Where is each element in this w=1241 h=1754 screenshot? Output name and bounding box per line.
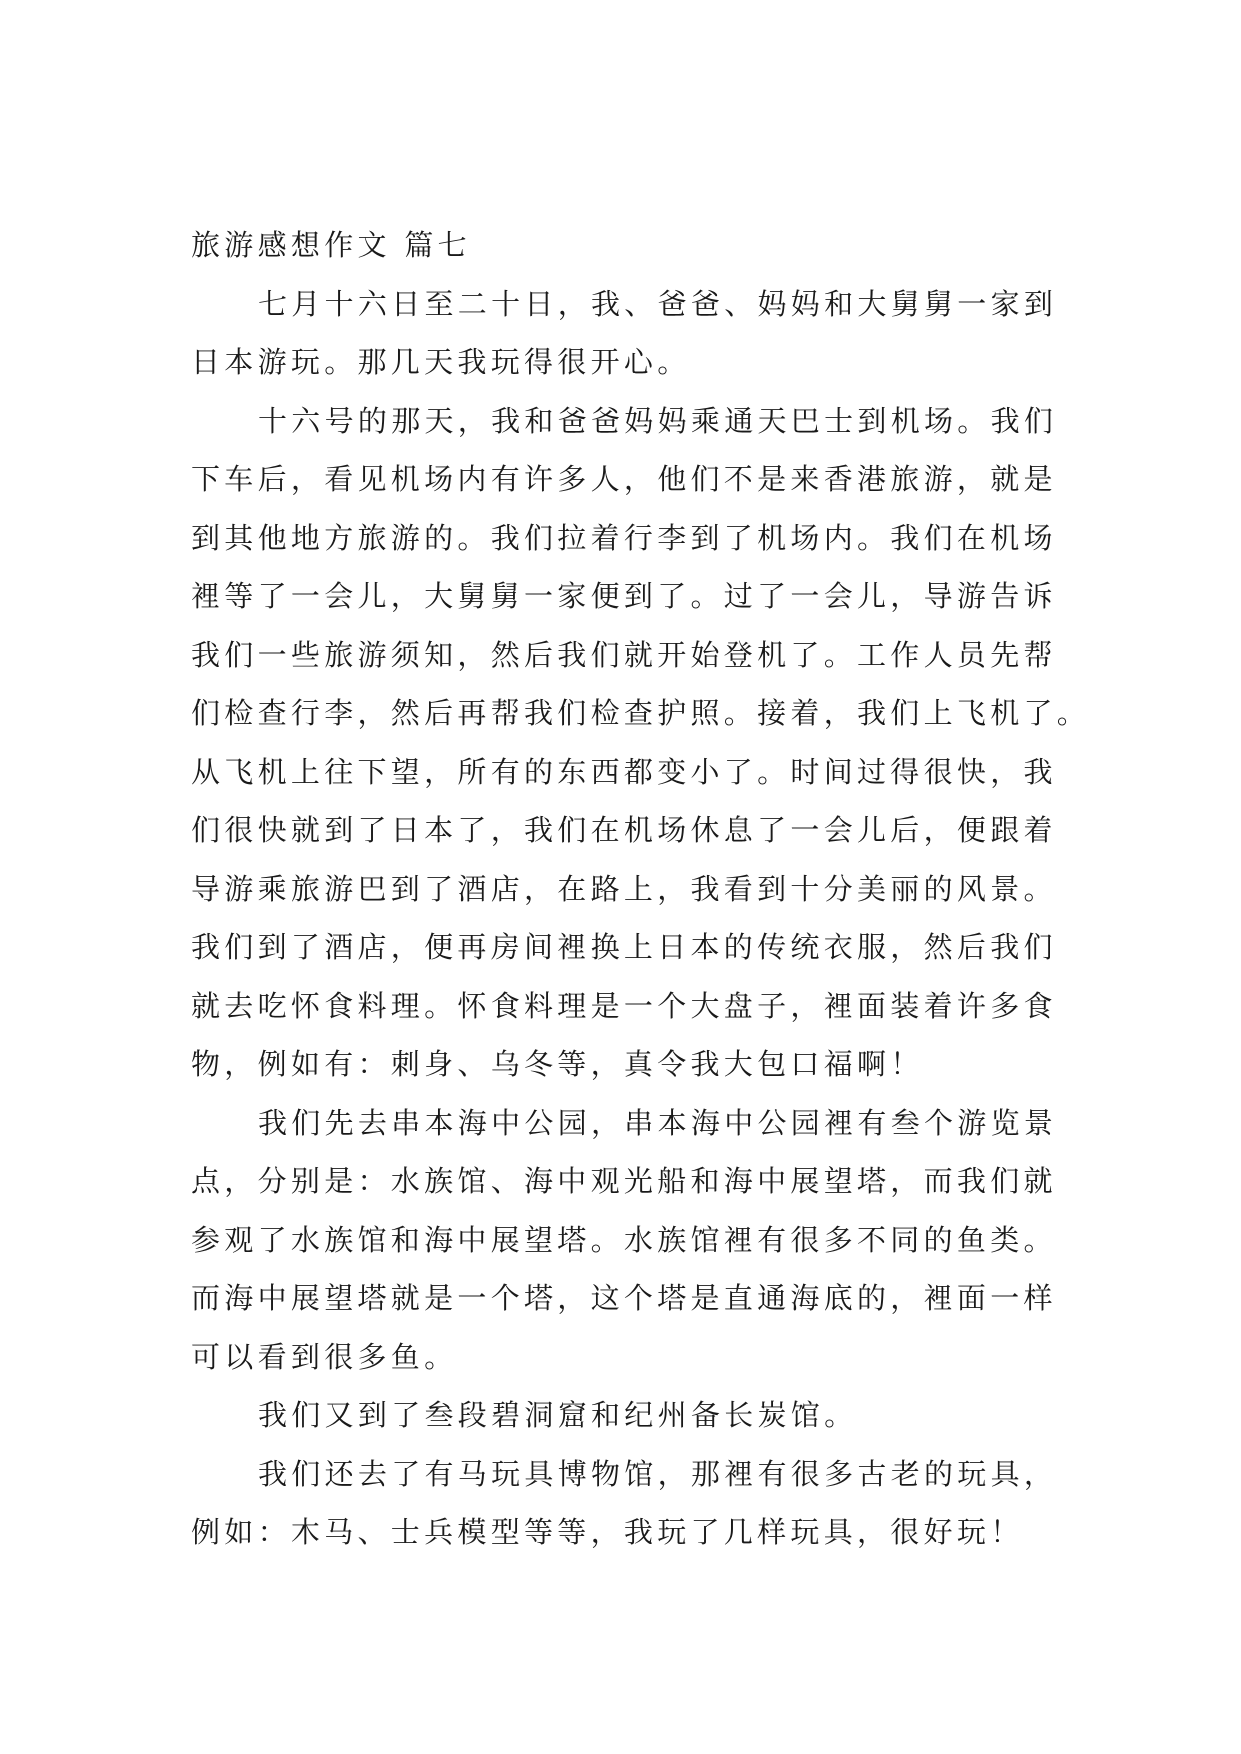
text-line: 点，分别是：水族馆、海中观光船和海中展望塔，而我们就	[191, 1164, 1057, 1198]
text-line: 可以看到很多鱼。	[191, 1339, 458, 1374]
paragraph-4	[191, 1386, 1151, 1445]
text-line: 裡等了一会儿，大舅舅一家便到了。过了一会儿，导游告诉	[191, 579, 1057, 613]
document-body	[191, 216, 1151, 1562]
text-line: 导游乘旅游巴到了酒店，在路上，我看到十分美丽的风景。	[191, 871, 1057, 906]
paragraph-5	[191, 1445, 1151, 1562]
text-line: 而海中展望塔就是一个塔，这个塔是直通海底的，裡面一样	[191, 1281, 1057, 1315]
text-line: 例如：木马、士兵模型等等，我玩了几样玩具，很好玩！	[191, 1515, 1024, 1549]
paragraph-1	[191, 275, 1151, 392]
text-line: 物，例如有：刺身、乌冬等，真令我大包口福啊！	[191, 1047, 924, 1081]
text-line: 参观了水族馆和海中展望塔。水族馆裡有很多不同的鱼类。	[191, 1222, 1057, 1257]
paragraph-3	[191, 1094, 1151, 1387]
text-line: 从飞机上往下望，所有的东西都变小了。时间过得很快，我	[191, 754, 1057, 789]
text-line: 我们到了酒店，便再房间裡换上日本的传统衣服，然后我们	[191, 930, 1057, 964]
text-line: 们检查行李，然后再帮我们检查护照。接着，我们上飞机了。	[191, 696, 1091, 730]
text-line: 到其他地方旅游的。我们拉着行李到了机场内。我们在机场	[191, 520, 1057, 555]
text-line: 们很快就到了日本了，我们在机场休息了一会儿后，便跟着	[191, 813, 1057, 847]
text-line: 就去吃怀食料理。怀食料理是一个大盘子，裡面装着许多食	[191, 988, 1057, 1023]
text-line: 我们又到了叁段碧洞窟和纪州备长炭馆。	[258, 1398, 858, 1432]
text-line: 我们一些旅游须知，然后我们就开始登机了。工作人员先帮	[191, 637, 1057, 672]
text-line: 我们先去串本海中公园，串本海中公园裡有叁个游览景	[258, 1105, 1058, 1140]
text-line: 日本游玩。那几天我玩得很开心。	[191, 345, 691, 379]
document-title: 旅游感想作文 篇七	[191, 228, 471, 262]
text-line: 我们还去了有马玩具博物馆，那裡有很多古老的玩具，	[258, 1456, 1058, 1491]
text-line: 十六号的那天，我和爸爸妈妈乘通天巴士到机场。我们	[258, 403, 1058, 438]
paragraph-2	[191, 392, 1151, 1094]
text-line: 下车后，看见机场内有许多人，他们不是来香港旅游，就是	[191, 462, 1057, 496]
text-line: 七月十六日至二十日，我、爸爸、妈妈和大舅舅一家到	[258, 286, 1058, 321]
